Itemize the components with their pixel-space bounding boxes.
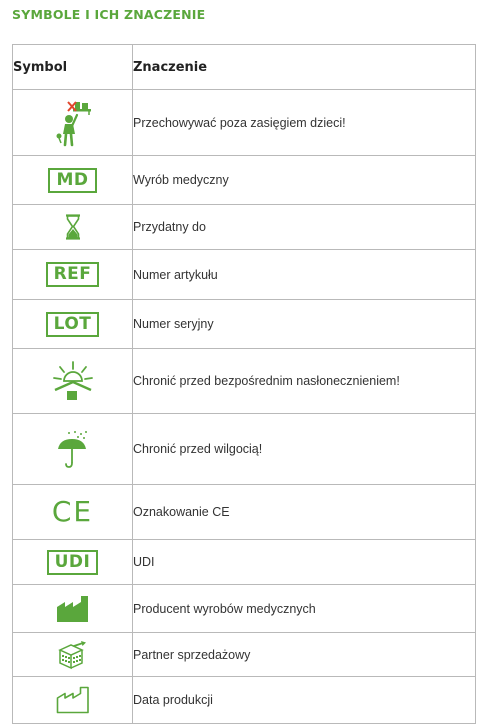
symbol-cell [13, 540, 133, 585]
meaning-cell: Numer artykułu [133, 250, 476, 300]
symbol-cell [13, 156, 133, 205]
symbol-cell [13, 414, 133, 485]
symbol-cell [13, 585, 133, 633]
meaning-cell: Chronić przed wilgocią! [133, 414, 476, 485]
symbol-cell [13, 300, 133, 349]
table-header-row [13, 45, 476, 90]
table-row [13, 677, 476, 724]
date-of-manufacture-icon [56, 691, 90, 708]
symbol-cell [13, 250, 133, 300]
hourglass-icon [65, 218, 81, 235]
keep-dry-umbrella-icon [55, 440, 91, 457]
table-row [13, 156, 476, 205]
table-row [13, 349, 476, 414]
meaning-cell: Partner sprzedażowy [133, 633, 476, 677]
table-row [13, 414, 476, 485]
lot-icon: LOT [46, 312, 100, 337]
meaning-cell: Przechowywać poza zasięgiem dzieci! [133, 90, 476, 156]
meaning-cell: Przydatny do [133, 205, 476, 250]
page-title: SYMBOLE I ICH ZNACZENIE [12, 7, 206, 22]
table-row [13, 300, 476, 349]
table-row [13, 205, 476, 250]
meaning-cell: Data produkcji [133, 677, 476, 724]
meaning-cell: UDI [133, 540, 476, 585]
meaning-cell: Chronić przed bezpośrednim nasłonecznieniem! [133, 349, 476, 414]
distributor-icon [57, 646, 89, 663]
udi-icon: UDI [47, 550, 99, 575]
ref-icon: REF [46, 262, 100, 287]
symbol-cell [13, 633, 133, 677]
table-row [13, 585, 476, 633]
manufacturer-icon [56, 600, 90, 617]
keep-away-from-children-icon [53, 114, 93, 131]
medical-device-icon: MD [48, 168, 96, 193]
table-row [13, 485, 476, 540]
symbol-cell [13, 205, 133, 250]
symbol-cell [13, 349, 133, 414]
table-row [13, 540, 476, 585]
meaning-cell: Producent wyrobów medycznych [133, 585, 476, 633]
symbol-cell [13, 677, 133, 724]
ce-mark-icon: CE [51, 495, 94, 528]
meaning-cell: Numer seryjny [133, 300, 476, 349]
meaning-cell: Oznakowanie CE [133, 485, 476, 540]
table-row [13, 633, 476, 677]
meaning-cell: Wyrób medyczny [133, 156, 476, 205]
table-row [13, 90, 476, 156]
header-symbol: Symbol [13, 45, 133, 90]
symbol-cell [13, 485, 133, 540]
header-meaning: Znaczenie [133, 45, 476, 90]
symbol-cell [13, 90, 133, 156]
table-row [13, 250, 476, 300]
symbols-table [12, 44, 476, 724]
keep-away-from-sunlight-icon [51, 372, 95, 389]
